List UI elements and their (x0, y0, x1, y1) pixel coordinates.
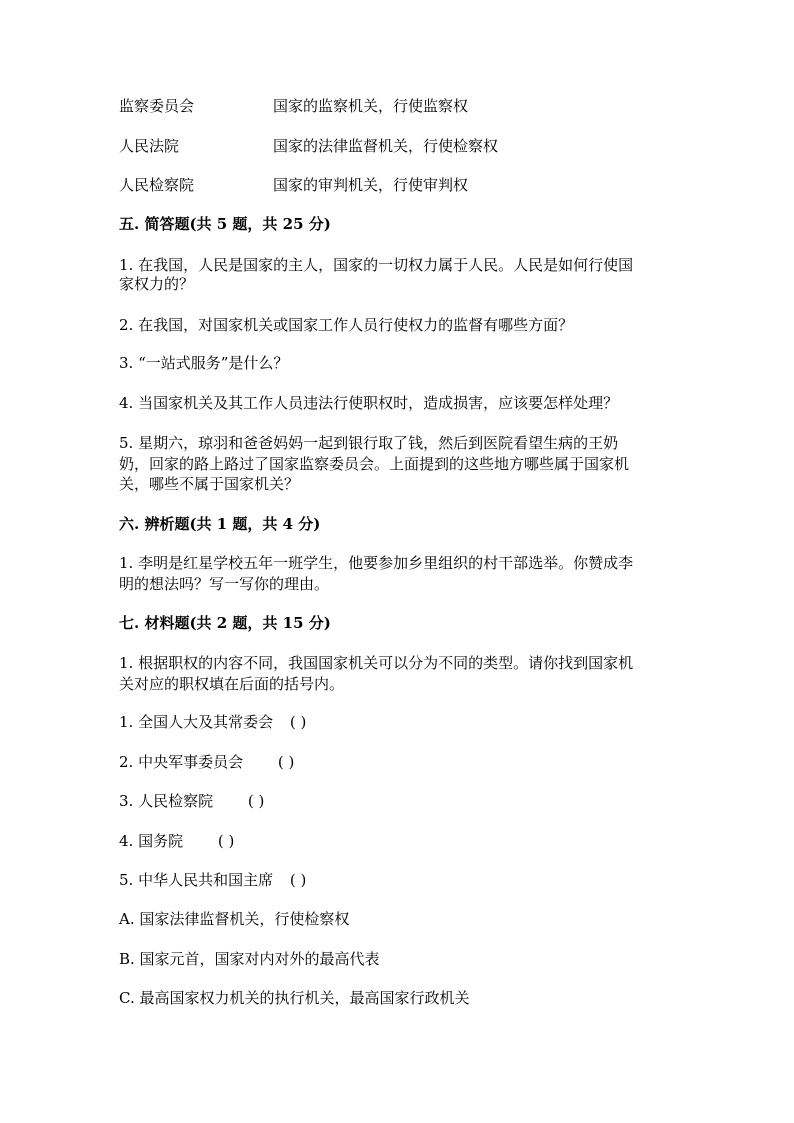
matching-right-3: 国家的审判机关，行使审判权 (273, 176, 469, 194)
section-6-q1-line2: 明的想法吗？写一写你的理由。 (119, 575, 330, 593)
section-5-q2: 2. 在我国，对国家机关或国家工作人员行使权力的监督有哪些方面？ (119, 316, 574, 334)
section-5-q3: 3. “一站式服务”是什么？ (119, 354, 289, 372)
option-b: B. 国家元首，国家对内对外的最高代表 (119, 950, 380, 968)
matching-left-2: 人民法院 (119, 137, 180, 155)
answer-parentheses: ( ) (289, 713, 307, 731)
material-item-4 (119, 831, 234, 851)
section-5-heading: 五. 简答题(共 5 题，共 25 分) (119, 215, 331, 233)
section-7-heading: 七. 材料题(共 2 题，共 15 分) (119, 614, 331, 632)
section-6-heading: 六. 辨析题(共 1 题，共 4 分) (119, 515, 321, 533)
material-item-label: 3. 人民检察院 (119, 792, 214, 810)
material-item-5 (119, 870, 306, 890)
section-5-q1-line1: 1. 在我国，人民是国家的主人，国家的一切权力属于人民。人民是如何行使国 (119, 256, 634, 274)
section-5-q5-line1: 5. 星期六，琼羽和爸爸妈妈一起到银行取了钱，然后到医院看望生病的王奶 (119, 434, 619, 452)
material-item-3 (119, 791, 264, 811)
section-6-q1-line1: 1. 李明是红星学校五年一班学生，他要参加乡里组织的村干部选举。你赞成李 (119, 554, 634, 572)
answer-parentheses: ( ) (217, 832, 235, 850)
section-5-q1-line2: 家权力的？ (119, 275, 195, 293)
matching-left-3: 人民检察院 (119, 176, 195, 194)
section-5-q5-line2: 奶，回家的路上路过了国家监察委员会。上面提到的这些地方哪些属于国家机 (119, 455, 630, 473)
section-5-q4: 4. 当国家机关及其工作人员违法行使职权时，造成损害，应该要怎样处理？ (119, 394, 619, 412)
material-item-label: 2. 中央军事委员会 (119, 753, 244, 771)
matching-right-2: 国家的法律监督机关，行使检察权 (273, 137, 499, 155)
material-item-1 (119, 712, 306, 732)
answer-parentheses: ( ) (277, 753, 295, 771)
section-7-q1-line2: 关对应的职权填在后面的括号内。 (119, 675, 345, 693)
material-item-2 (119, 752, 294, 772)
matching-right-1: 国家的监察机关，行使监察权 (273, 97, 469, 115)
section-5-q5-line3: 关，哪些不属于国家机关？ (119, 475, 300, 493)
material-item-label: 1. 全国人大及其常委会 (119, 713, 274, 731)
option-a: A. 国家法律监督机关，行使检察权 (119, 910, 350, 928)
matching-left-1: 监察委员会 (119, 97, 195, 115)
material-item-label: 4. 国务院 (119, 832, 184, 850)
option-c: C. 最高国家权力机关的执行机关，最高国家行政机关 (119, 989, 470, 1007)
section-7-q1-line1: 1. 根据职权的内容不同，我国国家机关可以分为不同的类型。请你找到国家机 (119, 654, 634, 672)
material-item-label: 5. 中华人民共和国主席 (119, 871, 274, 889)
answer-parentheses: ( ) (247, 792, 265, 810)
answer-parentheses: ( ) (289, 871, 307, 889)
